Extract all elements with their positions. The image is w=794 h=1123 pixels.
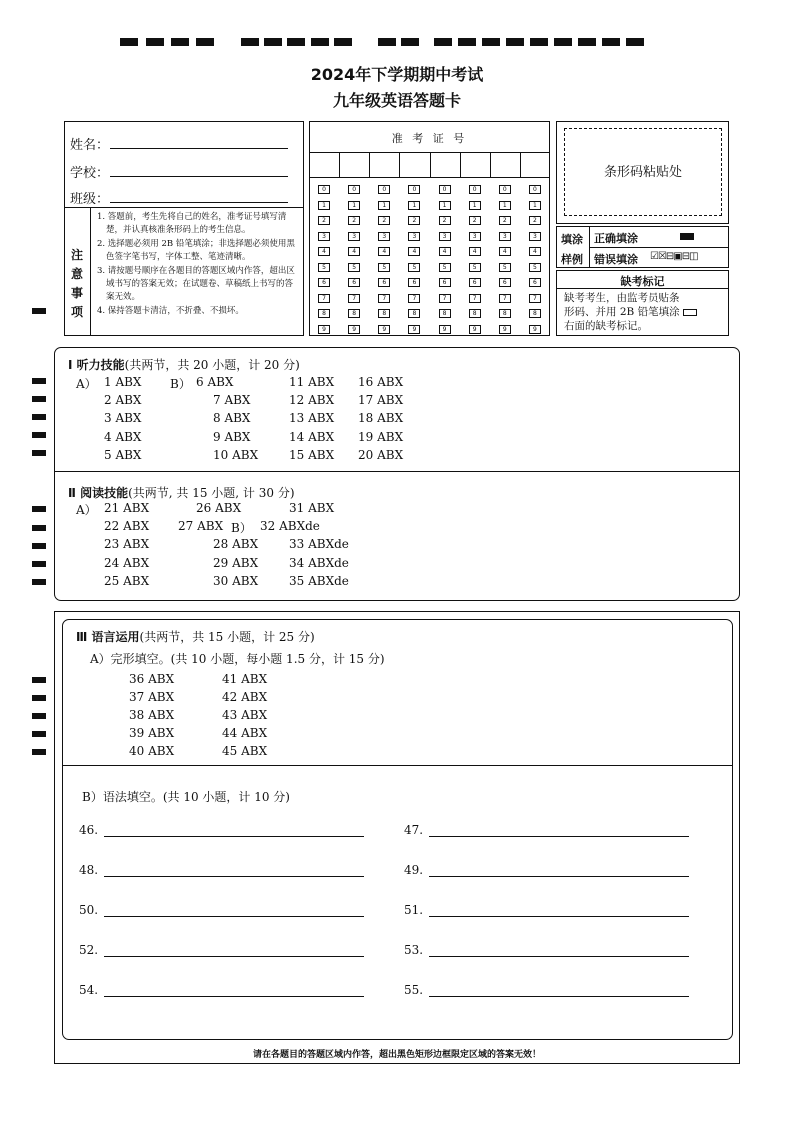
exam-digit-bubble[interactable]: 4 xyxy=(348,247,360,256)
timing-mark-top xyxy=(602,38,620,46)
reading-question[interactable]: 28 ABX xyxy=(213,537,259,552)
exam-digit-bubble[interactable]: 0 xyxy=(469,185,481,194)
exam-digit-bubble[interactable]: 3 xyxy=(348,232,360,241)
reading-question[interactable]: 32 ABXde xyxy=(260,519,320,534)
listening-question[interactable]: 4 ABX xyxy=(104,429,142,444)
name-field[interactable] xyxy=(110,148,288,149)
exam-digit-bubble[interactable]: 1 xyxy=(378,201,390,210)
exam-digit-bubble[interactable]: 9 xyxy=(529,325,541,334)
fill-sample-divider-h xyxy=(589,247,729,248)
section-3-part-b: B）语法填空。(共 10 小题，计 10 分) xyxy=(82,790,290,804)
listening-question[interactable]: 17 ABX xyxy=(358,393,404,408)
exam-digit-bubble[interactable]: 0 xyxy=(408,185,420,194)
exam-digit-bubble[interactable]: 7 xyxy=(439,294,451,303)
exam-digit-bubble[interactable]: 2 xyxy=(529,216,541,225)
exam-digit-bubble[interactable]: 2 xyxy=(318,216,330,225)
blank-number: 47. xyxy=(404,823,424,837)
cloze-question[interactable]: 44 ABX xyxy=(222,726,268,740)
exam-digit-bubble[interactable]: 9 xyxy=(439,325,451,334)
listening-question[interactable]: 10 ABX xyxy=(213,447,259,462)
notice-divider xyxy=(64,207,304,208)
listening-question[interactable]: 2 ABX xyxy=(104,393,142,408)
blank-answer-line[interactable] xyxy=(429,836,689,837)
timing-mark-left xyxy=(32,749,46,755)
absent-title: 缺考标记 xyxy=(620,275,665,288)
section-1-part-b: B） xyxy=(170,377,191,391)
timing-mark-top xyxy=(506,38,524,46)
exam-digit-bubble[interactable]: 4 xyxy=(378,247,390,256)
timing-mark-left xyxy=(32,450,46,456)
absent-checkbox[interactable] xyxy=(683,309,697,316)
absent-divider xyxy=(556,288,729,289)
exam-digit-bubble[interactable]: 2 xyxy=(408,216,420,225)
timing-mark-top xyxy=(196,38,214,46)
exam-digit-bubble[interactable]: 9 xyxy=(408,325,420,334)
exam-digit-bubble[interactable]: 5 xyxy=(378,263,390,272)
reading-question[interactable]: 35 ABXde xyxy=(289,573,349,588)
timing-mark-top xyxy=(171,38,189,46)
exam-digit-bubble[interactable]: 7 xyxy=(348,294,360,303)
reading-question[interactable]: 21 ABX xyxy=(104,501,150,515)
school-label: 学校： xyxy=(70,166,110,181)
listening-question[interactable]: 12 ABX xyxy=(289,393,335,408)
timing-mark-left xyxy=(32,543,46,549)
exam-digit-bubble[interactable]: 4 xyxy=(469,247,481,256)
exam-number-col-line xyxy=(490,152,491,177)
class-field[interactable] xyxy=(110,202,288,203)
exam-digit-bubble[interactable]: 8 xyxy=(348,309,360,318)
exam-digit-bubble[interactable]: 6 xyxy=(499,278,511,287)
name-label: 姓名： xyxy=(70,138,110,153)
exam-digit-bubble[interactable]: 1 xyxy=(499,201,511,210)
exam-digit-bubble[interactable]: 8 xyxy=(499,309,511,318)
cloze-question[interactable]: 43 ABX xyxy=(222,708,268,722)
listening-question[interactable]: 15 ABX xyxy=(289,447,335,462)
notice-list xyxy=(97,211,299,318)
exam-digit-bubble[interactable]: 3 xyxy=(529,232,541,241)
timing-mark-top xyxy=(530,38,548,46)
timing-mark-top xyxy=(434,38,452,46)
exam-digit-bubble[interactable]: 8 xyxy=(408,309,420,318)
exam-digit-bubble[interactable]: 6 xyxy=(378,278,390,287)
exam-digit-bubble[interactable]: 7 xyxy=(499,294,511,303)
section-3-divider xyxy=(62,765,733,766)
timing-mark-top xyxy=(458,38,476,46)
timing-mark-top xyxy=(311,38,329,46)
footer-warning: 请在各题目的答题区域内作答，超出黑色矩形边框限定区域的答案无效！ xyxy=(252,1050,541,1060)
reading-question[interactable]: 34 ABXde xyxy=(289,555,349,570)
exam-digit-bubble[interactable]: 3 xyxy=(469,232,481,241)
cloze-question[interactable]: 42 ABX xyxy=(222,690,268,704)
blank-number: 54. xyxy=(79,983,99,997)
exam-number-col-line xyxy=(460,152,461,177)
notice-item: 2. 选择题必须用 2B 铅笔填涂；非选择题必须使用黑色签字笔书写，字体工整、笔迹清晰。 xyxy=(97,238,295,263)
exam-digit-bubble[interactable]: 0 xyxy=(499,185,511,194)
reading-question[interactable]: 22 ABX xyxy=(104,519,150,534)
exam-digit-bubble[interactable]: 6 xyxy=(408,278,420,287)
exam-digit-bubble[interactable]: 2 xyxy=(439,216,451,225)
cloze-question[interactable]: 41 ABX xyxy=(222,672,268,686)
wrong-fill-marks: ☑☒⊟▣⊟◫ xyxy=(650,251,698,262)
exam-digit-bubble[interactable]: 2 xyxy=(499,216,511,225)
section-2-part-b: B） xyxy=(231,521,252,535)
exam-digit-bubble[interactable]: 0 xyxy=(378,185,390,194)
exam-digit-bubble[interactable]: 3 xyxy=(378,232,390,241)
cloze-question[interactable]: 36 ABX xyxy=(129,672,175,686)
school-field[interactable] xyxy=(110,176,288,177)
exam-digit-bubble[interactable]: 7 xyxy=(529,294,541,303)
timing-mark-left xyxy=(32,731,46,737)
exam-digit-bubble[interactable]: 5 xyxy=(529,263,541,272)
section-2-part-a: A） xyxy=(76,503,97,517)
timing-mark-top xyxy=(334,38,352,46)
exam-digit-bubble[interactable]: 1 xyxy=(529,201,541,210)
exam-digit-bubble[interactable]: 9 xyxy=(348,325,360,334)
listening-question[interactable]: 14 ABX xyxy=(289,429,335,444)
fill-sample-label-bottom: 样例 xyxy=(561,253,583,266)
timing-mark-top xyxy=(120,38,138,46)
listening-question[interactable]: 11 ABX xyxy=(289,375,335,389)
exam-digit-bubble[interactable]: 4 xyxy=(439,247,451,256)
exam-number-col-line xyxy=(339,152,340,177)
exam-number-title: 准 考 证 号 xyxy=(391,132,468,145)
timing-mark-top xyxy=(554,38,572,46)
blank-answer-line[interactable] xyxy=(104,836,364,837)
exam-digit-bubble[interactable]: 4 xyxy=(408,247,420,256)
timing-mark-left xyxy=(32,677,46,683)
exam-digit-bubble[interactable]: 8 xyxy=(318,309,330,318)
blank-answer-line[interactable] xyxy=(429,916,689,917)
listening-question[interactable]: 9 ABX xyxy=(213,429,251,444)
timing-mark-left xyxy=(32,378,46,384)
timing-mark-top xyxy=(264,38,282,46)
exam-digit-bubble[interactable]: 4 xyxy=(318,247,330,256)
barcode-label: 条形码粘贴处 xyxy=(603,165,682,180)
exam-digit-bubble[interactable]: 0 xyxy=(348,185,360,194)
listening-question[interactable]: 5 ABX xyxy=(104,447,142,462)
exam-digit-bubble[interactable]: 5 xyxy=(408,263,420,272)
blank-answer-line[interactable] xyxy=(104,916,364,917)
exam-digit-bubble[interactable]: 6 xyxy=(318,278,330,287)
cloze-question[interactable]: 37 ABX xyxy=(129,690,175,704)
listening-question[interactable]: 18 ABX xyxy=(358,411,404,426)
exam-digit-bubble[interactable]: 9 xyxy=(469,325,481,334)
exam-number-entry-line xyxy=(309,177,550,178)
exam-digit-bubble[interactable]: 5 xyxy=(499,263,511,272)
exam-digit-bubble[interactable]: 2 xyxy=(348,216,360,225)
listening-question[interactable]: 16 ABX xyxy=(358,375,404,389)
listening-question[interactable]: 3 ABX xyxy=(104,411,142,426)
timing-mark-left xyxy=(32,396,46,402)
exam-digit-bubble[interactable]: 0 xyxy=(529,185,541,194)
timing-mark-left xyxy=(32,506,46,512)
timing-mark-left xyxy=(32,414,46,420)
section-1-title: Ⅰ 听力技能(共两节，共 20 小题，计 20 分) xyxy=(68,358,300,372)
notice-item: 3. 请按题号顺序在各题目的答题区域内作答，超出区域书写的答案无效；在试题卷、草稿纸上书写的答案无效。 xyxy=(97,265,295,303)
correct-fill-label: 正确填涂 xyxy=(594,232,638,245)
timing-mark-top xyxy=(482,38,500,46)
exam-digit-bubble[interactable]: 7 xyxy=(378,294,390,303)
reading-question[interactable]: 30 ABX xyxy=(213,573,259,588)
cloze-question[interactable]: 40 ABX xyxy=(129,744,175,758)
exam-digit-bubble[interactable]: 7 xyxy=(408,294,420,303)
exam-number-col-line xyxy=(430,152,431,177)
exam-digit-bubble[interactable]: 1 xyxy=(318,201,330,210)
exam-digit-bubble[interactable]: 9 xyxy=(499,325,511,334)
exam-number-col-line xyxy=(369,152,370,177)
wrong-fill-label: 错误填涂 xyxy=(594,253,638,266)
exam-digit-bubble[interactable]: 3 xyxy=(318,232,330,241)
listening-question[interactable]: 13 ABX xyxy=(289,411,335,426)
section-1-part-a: A） xyxy=(76,377,97,391)
exam-digit-bubble[interactable]: 3 xyxy=(439,232,451,241)
exam-digit-bubble[interactable]: 8 xyxy=(529,309,541,318)
blank-answer-line[interactable] xyxy=(104,996,364,997)
section-divider xyxy=(54,471,740,472)
class-label: 班级： xyxy=(70,192,110,207)
exam-digit-bubble[interactable]: 3 xyxy=(499,232,511,241)
blank-answer-line[interactable] xyxy=(104,956,364,957)
section-2-title: Ⅱ 阅读技能(共两节, 共 15 小题, 计 30 分) xyxy=(68,486,295,500)
exam-digit-bubble[interactable]: 0 xyxy=(318,185,330,194)
timing-mark-top xyxy=(287,38,305,46)
exam-digit-bubble[interactable]: 7 xyxy=(469,294,481,303)
reading-question[interactable]: 23 ABX xyxy=(104,537,150,552)
cloze-question[interactable]: 38 ABX xyxy=(129,708,175,722)
exam-digit-bubble[interactable]: 6 xyxy=(439,278,451,287)
listening-question[interactable]: 7 ABX xyxy=(213,393,251,408)
listening-question[interactable]: 19 ABX xyxy=(358,429,404,444)
section-3-title: Ⅲ 语言运用(共两节，共 15 小题，计 25 分) xyxy=(76,630,315,644)
exam-digit-bubble[interactable]: 8 xyxy=(378,309,390,318)
exam-digit-bubble[interactable]: 5 xyxy=(439,263,451,272)
exam-digit-bubble[interactable]: 4 xyxy=(529,247,541,256)
exam-digit-bubble[interactable]: 6 xyxy=(469,278,481,287)
reading-question[interactable]: 24 ABX xyxy=(104,555,150,570)
exam-number-col-line xyxy=(520,152,521,177)
cloze-question[interactable]: 39 ABX xyxy=(129,726,175,740)
exam-digit-bubble[interactable]: 3 xyxy=(408,232,420,241)
timing-mark-left xyxy=(32,695,46,701)
listening-question[interactable]: 6 ABX xyxy=(196,375,234,389)
reading-question[interactable]: 31 ABX xyxy=(289,501,335,515)
timing-mark-top xyxy=(146,38,164,46)
reading-question[interactable]: 29 ABX xyxy=(213,555,259,570)
exam-number-col-line xyxy=(399,152,400,177)
notice-item: 4. 保持答题卡清洁，不折叠、不损坏。 xyxy=(97,305,244,316)
timing-mark-top xyxy=(401,38,419,46)
blank-answer-line[interactable] xyxy=(429,996,689,997)
exam-digit-bubble[interactable]: 8 xyxy=(469,309,481,318)
timing-mark-left xyxy=(32,561,46,567)
exam-digit-bubble[interactable]: 0 xyxy=(439,185,451,194)
exam-digit-bubble[interactable]: 8 xyxy=(439,309,451,318)
blank-answer-line[interactable] xyxy=(429,876,689,877)
exam-digit-bubble[interactable]: 1 xyxy=(408,201,420,210)
listening-question[interactable]: 1 ABX xyxy=(104,375,142,389)
listening-question[interactable]: 20 ABX xyxy=(358,447,404,462)
exam-digit-bubble[interactable]: 9 xyxy=(378,325,390,334)
notice-col-divider xyxy=(90,207,91,336)
section-3-part-a: A）完形填空。(共 10 小题，每小题 1.5 分，计 15 分) xyxy=(90,652,385,666)
exam-digit-bubble[interactable]: 1 xyxy=(439,201,451,210)
timing-mark-top xyxy=(378,38,396,46)
notice-item: 1. 答题前，考生先将自己的姓名，准考证号填写清楚，并认真核准条形码上的考生信息。 xyxy=(97,212,287,236)
timing-mark-left xyxy=(32,432,46,438)
notice-title: 注 意 事 项 xyxy=(70,248,83,319)
exam-digit-bubble[interactable]: 1 xyxy=(469,201,481,210)
listening-question[interactable]: 8 ABX xyxy=(213,411,251,426)
reading-question[interactable]: 27 ABX xyxy=(178,519,224,534)
exam-digit-bubble[interactable]: 6 xyxy=(348,278,360,287)
timing-mark-left xyxy=(32,525,46,531)
timing-mark-top xyxy=(578,38,596,46)
exam-digit-bubble[interactable]: 2 xyxy=(378,216,390,225)
blank-number: 55. xyxy=(404,983,424,997)
exam-digit-bubble[interactable]: 6 xyxy=(529,278,541,287)
reading-question[interactable]: 26 ABX xyxy=(196,501,242,515)
blank-answer-line[interactable] xyxy=(429,956,689,957)
page-title-line2: 九年级英语答题卡 xyxy=(332,91,461,110)
exam-digit-bubble[interactable]: 5 xyxy=(318,263,330,272)
timing-mark-left xyxy=(32,713,46,719)
blank-answer-line[interactable] xyxy=(104,876,364,877)
blank-number: 48. xyxy=(79,863,99,877)
timing-mark-left xyxy=(32,308,46,314)
reading-question[interactable]: 25 ABX xyxy=(104,573,150,588)
timing-mark-top xyxy=(626,38,644,46)
exam-digit-bubble[interactable]: 1 xyxy=(348,201,360,210)
reading-question[interactable]: 33 ABXde xyxy=(289,537,349,552)
timing-mark-left xyxy=(32,579,46,585)
blank-number: 51. xyxy=(404,903,424,917)
timing-mark-top xyxy=(241,38,259,46)
blank-number: 46. xyxy=(79,823,99,837)
blank-number: 49. xyxy=(404,863,424,877)
blank-number: 50. xyxy=(79,903,99,917)
blank-number: 53. xyxy=(404,943,424,957)
exam-digit-bubble[interactable]: 2 xyxy=(469,216,481,225)
absent-text: 缺考考生，由监考员贴条 形码、并用 2B 铅笔填涂 右面的缺考标记。 xyxy=(564,291,697,333)
exam-digit-bubble[interactable]: 7 xyxy=(318,294,330,303)
cloze-question[interactable]: 45 ABX xyxy=(222,744,268,758)
exam-digit-bubble[interactable]: 5 xyxy=(348,263,360,272)
exam-digit-bubble[interactable]: 5 xyxy=(469,263,481,272)
correct-fill-mark xyxy=(680,233,694,240)
page-title-line1: 2024年下学期期中考试 xyxy=(310,65,484,84)
fill-sample-label-top: 填涂 xyxy=(561,233,583,246)
exam-digit-bubble[interactable]: 4 xyxy=(499,247,511,256)
exam-digit-bubble[interactable]: 9 xyxy=(318,325,330,334)
blank-number: 52. xyxy=(79,943,99,957)
